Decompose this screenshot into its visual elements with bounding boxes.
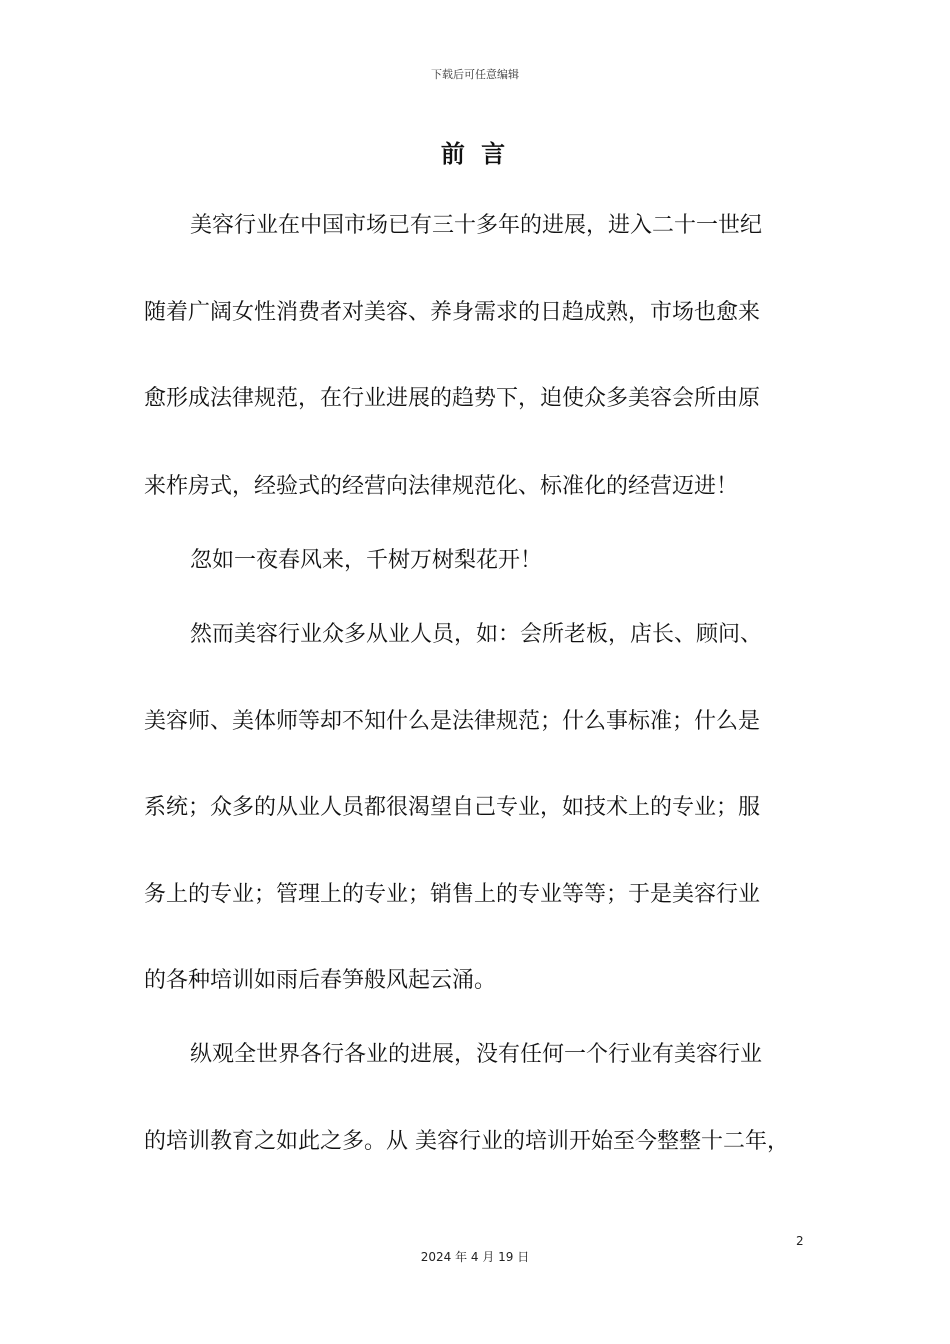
footer-date: 2024 年 4 月 19 日 (420, 1250, 530, 1264)
body-line-1: 美容行业在中国市场已有三十多年的进展，进入二十一世纪 (190, 213, 763, 238)
body-line-12: 的培训教育之如此之多。从 美容行业的培训开始至今整整十二年， (144, 1129, 789, 1154)
body-line-2: 随着广阔女性消费者对美容、养身需求的日趋成熟，市场也愈来 (144, 300, 761, 325)
body-line-5: 忽如一夜春风来，千树万树梨花开！ (190, 548, 543, 573)
page-number: 2 (796, 1234, 804, 1248)
body-line-7: 美容师、美体师等却不知什么是法律规范；什么事标准；什么是 (144, 709, 761, 734)
body-line-8: 系统；众多的从业人员都很渴望自己专业，如技术上的专业；服 (144, 795, 761, 820)
body-line-3: 愈形成法律规范，在行业进展的趋势下，迫使众多美容会所由原 (144, 386, 761, 411)
body-line-6: 然而美容行业众多从业人员，如：会所老板，店长、顾问、 (190, 622, 763, 647)
header-note: 下载后可任意编辑 (431, 68, 519, 81)
body-line-9: 务上的专业；管理上的专业；销售上的专业等等；于是美容行业 (144, 882, 761, 907)
body-line-11: 纵观全世界各行各业的进展，没有任何一个行业有美容行业 (190, 1042, 763, 1067)
body-line-10: 的各种培训如雨后春笋般风起云涌。 (144, 968, 497, 993)
document-title: 前 言 (440, 140, 510, 168)
body-line-4: 来柞房式，经验式的经营向法律规范化、标准化的经营迈进！ (144, 474, 739, 499)
